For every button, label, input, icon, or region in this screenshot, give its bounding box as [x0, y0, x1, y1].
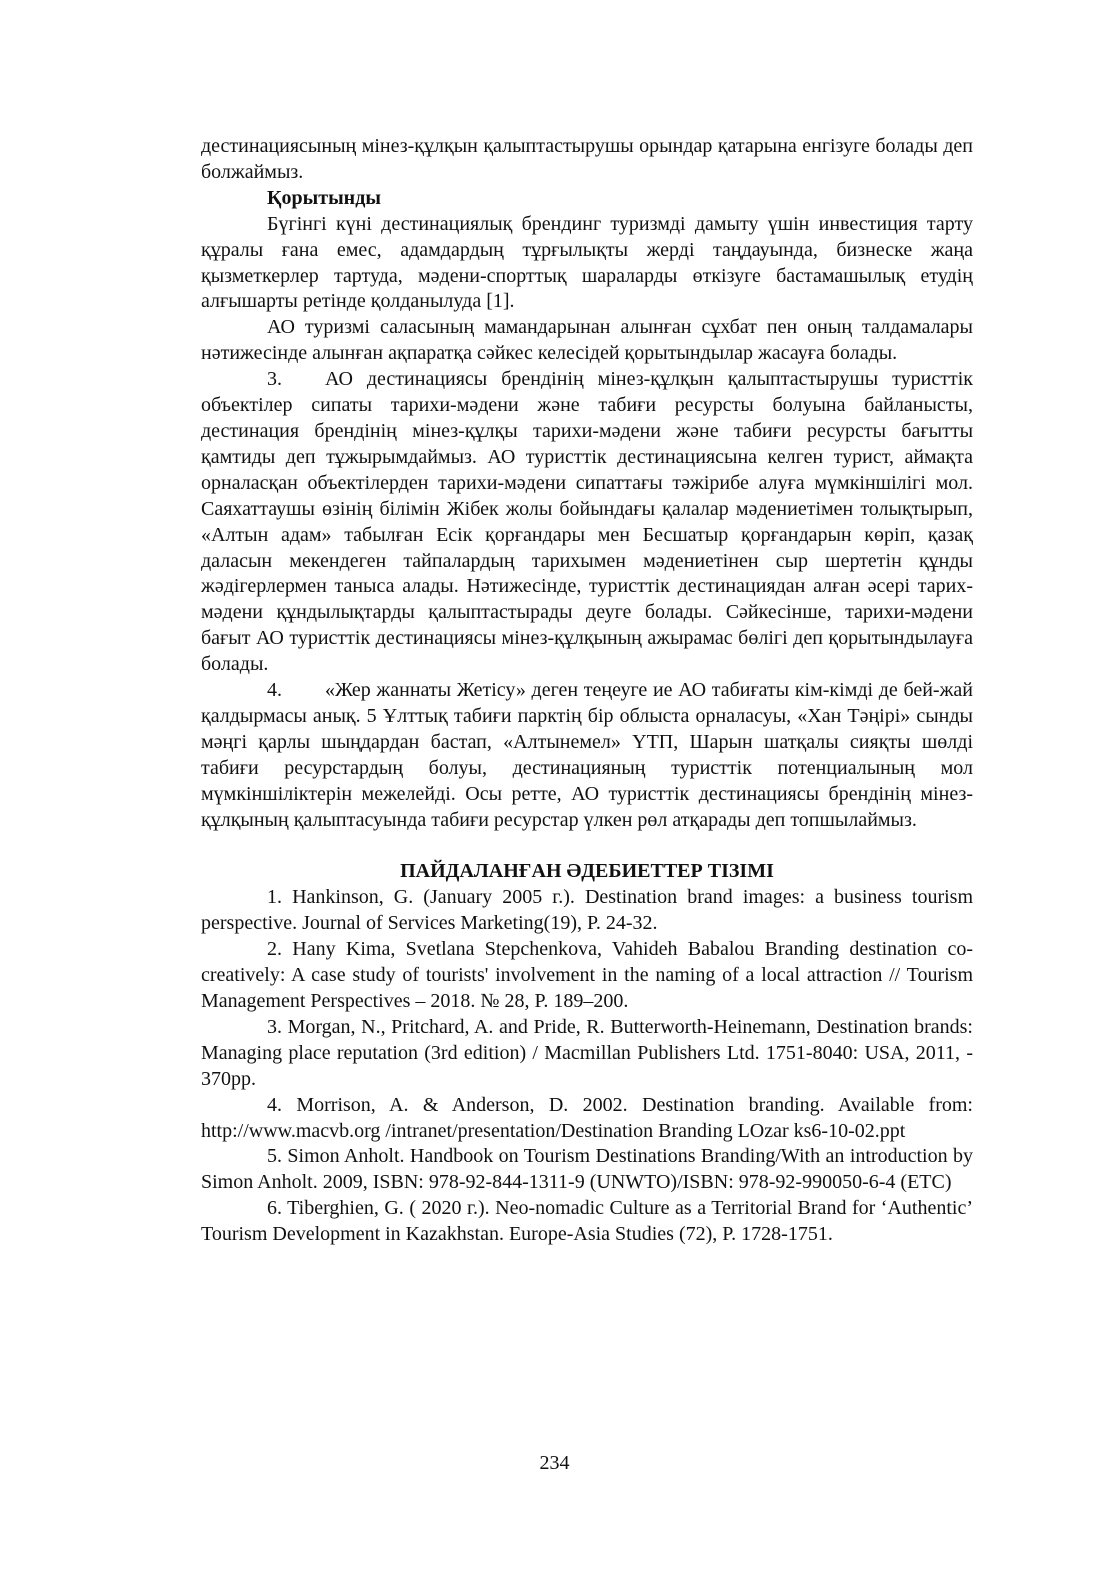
- references-title: ПАЙДАЛАНҒАН ӘДЕБИЕТТЕР ТІЗІМІ: [400, 860, 774, 883]
- conclusion-point-3: [201, 367, 973, 678]
- document-page: [201, 134, 973, 1248]
- reference-item: 5. Simon Anholt. Handbook on Tourism Destinations Branding/With an introduction by Simon Anholt. 2009, ISBN: 978-92-844-1311-9 (UNWTO)/ISBN: 978-92-990050-6-4 (ETC): [201, 1145, 973, 1194]
- intro-continuation-paragraph: дестинациясының мінез-құлқын қалыптастырушы орындар қатарына енгізуге болады деп болжаймыз.: [201, 135, 973, 183]
- point-4-text: «Жер жаннаты Жетісу» деген теңеуге ие АО табиғаты кім-кімді де бей-жай қалдырмасы анық. 5 Ұлттық табиғи парктің бір облыста орналасуы, «Хан Тәңірі» сынды мәңгі қарлы шыңдардан бастап, «Алтынемел» ҮТП, Шарын шатқалы сияқты шөлді табиғи ресурстардың болуы, дестинацияның туристтік потенциалының мол мүмкіншіліктерін межелейді. Осы ретте, АО туристтік дестинациясы брендінің мінез-құлқының қалыптасуында табиғи ресурстар үлкен рөл атқарады деп топшылаймыз.: [201, 679, 973, 831]
- reference-item: 3. Morgan, N., Pritchard, A. and Pride, R. Butterworth-Heinemann, Destination brands: Managing place reputation (3rd edition) / Macmillan Publishers Ltd. 1751-8040: USA, 2011, - 370pp.: [201, 1015, 973, 1090]
- point-3-number: 3.: [267, 368, 282, 391]
- conclusion-heading: Қорытынды: [267, 186, 381, 209]
- conclusion-paragraph-2: АО туризмі саласының мамандарынан алынған сұхбат пен оның талдамалары нәтижесінде алынған ақпаратқа сәйкес келесідей қорытындылар жасауға болады.: [201, 316, 973, 365]
- conclusion-point-4: [201, 678, 973, 833]
- reference-item: 6. Tiberghien, G. ( 2020 г.). Neo-nomadic Culture as a Territorial Brand for ‘Authentic’ Tourism Development in Kazakhstan. Europe-Asia Studies (72), P. 1728-1751.: [201, 1197, 973, 1246]
- page-number: 234: [539, 1452, 570, 1474]
- point-4-number: 4.: [267, 679, 282, 702]
- reference-item: 1. Hankinson, G. (January 2005 г.). Destination brand images: a business tourism perspective. Journal of Services Marketing(19), P. 24-32.: [201, 886, 973, 935]
- reference-item: 2. Hany Kima, Svetlana Stepchenkova, Vahideh Babalou Branding destination co-creatively: A case study of tourists' involvement in the naming of a local attraction // Tourism Management Perspectives – 2018. № 28, P. 189–200.: [201, 938, 973, 1012]
- point-3-text: АО дестинациясы брендінің мінез-құлқын қалыптастырушы туристтік объектілер сипаты тарихи-мәдени және табиғи ресурсты болуына байланысты, дестинация брендінің мінез-құлқы тарихи-мәдени және табиғи ресурсты бағытты қамтиды деп тұжырымдаймыз. АО туристтік дестинациясына келген турист, аймақта орналасқан объектілерден тарихи-мәдени сипаттағы тәжірибе алуға мүмкіншілігі мол. Саяхаттаушы өзінің білімін Жібек жолы бойындағы қалалар мәдениетімен толықтырып, «Алтын адам» табылған Есік қорғандары мен Бесшатыр қорғандарын көріп, қазақ даласын мекендеген тайпалардың тарихымен мәдениетінен сыр шертетін құнды жәдігерлермен таныса алады. Нәтижесінде, туристтік дестинациядан алған әсері тарих-мәдени құндылықтарды қалыптастырады деуге болады. Сәйкесінше, тарихи-мәдени бағыт АО туристтік дестинациясы мінез-құлқының ажырамас бөлігі деп қорытындылауға болады.: [201, 368, 973, 676]
- conclusion-paragraph-1: Бүгінгі күні дестинациялық брендинг туризмді дамыту үшін инвестиция тарту құралы ғана емес, адамдардың тұрғылықты жерді таңдауында, бизнеске жаңа қызметкерлер тартуда, мәдени-спорттық шараларды өткізуге бастамашылық етудің алғышарты ретінде қолданылуда [1].: [201, 212, 973, 313]
- reference-item: 4. Morrison, A. & Anderson, D. 2002. Destination branding. Available from: http://www.macvb.org /intranet/presentation/Destination Branding LOzar ks6-10-02.ppt: [201, 1093, 973, 1142]
